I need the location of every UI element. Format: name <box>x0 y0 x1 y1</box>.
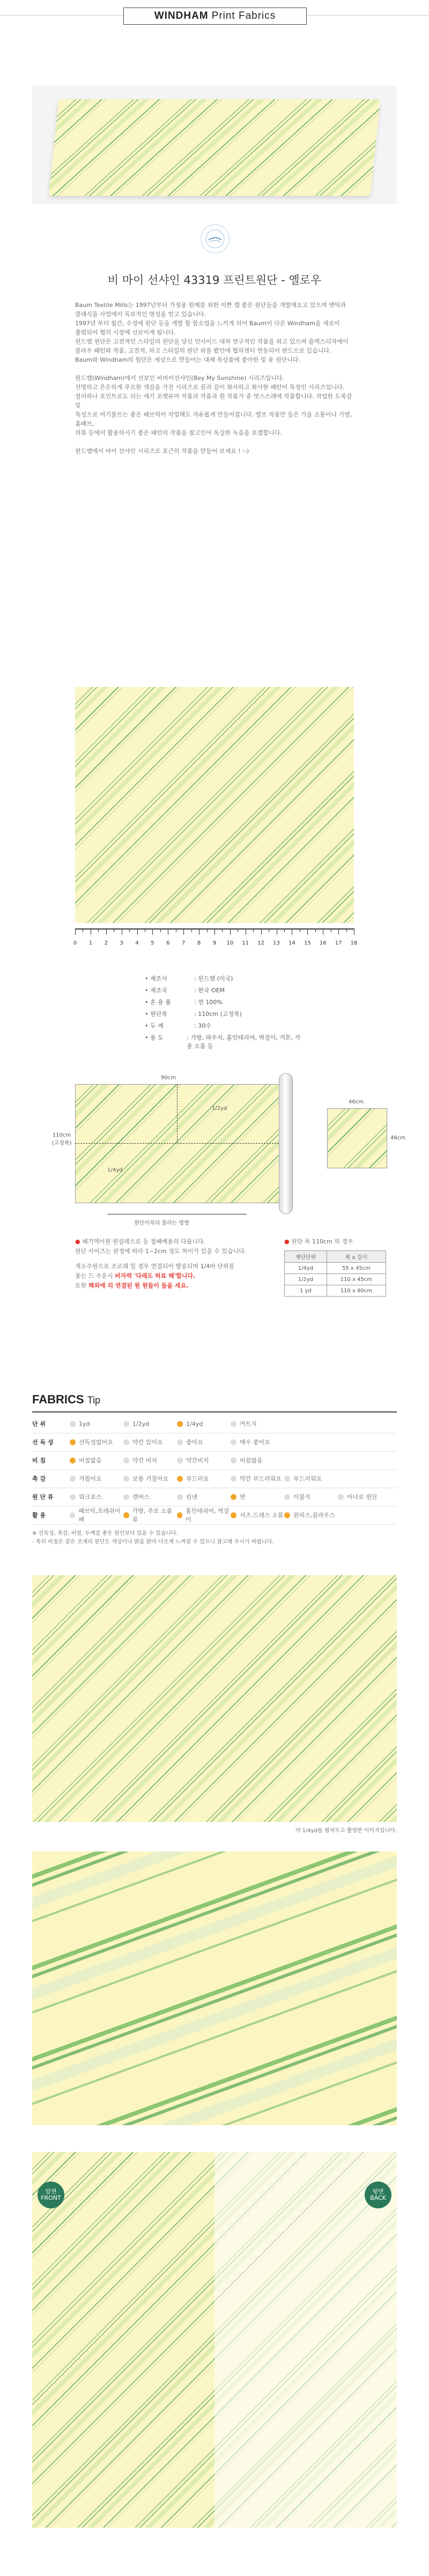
tip-option-label: 가방, 주로 소품류 <box>132 1507 173 1523</box>
tip-label: 단 위 <box>32 1421 46 1428</box>
unselected-dot-icon <box>123 1421 129 1427</box>
tip-option <box>70 1506 123 1524</box>
ruler-number: 9 <box>212 940 217 946</box>
small-height-label: 46cm <box>390 1135 405 1141</box>
tip-option-label: 아나로 원단 <box>347 1494 378 1501</box>
ruler <box>73 928 358 950</box>
fold-caption: 원단이차의 흘러는 방향 <box>134 1220 189 1226</box>
spec-key: • 제조사 <box>145 975 167 982</box>
ruler-number: 15 <box>304 940 311 946</box>
tip-option <box>231 1511 284 1519</box>
spec-row <box>145 1021 306 1033</box>
intro-line: 의류 등에서 활용하시기 좋은 패턴의 작품을 참고인어 독실한 녹음을 보겠합니다. <box>75 429 282 436</box>
unselected-dot-icon <box>177 1494 183 1500</box>
ruler-subtick <box>160 928 161 932</box>
gallery-image-1 <box>32 1575 397 1822</box>
tip-option <box>177 1492 231 1501</box>
ruler-tick <box>137 928 138 935</box>
fabric-roll-icon <box>279 1073 293 1214</box>
ruler-number: 14 <box>289 940 295 946</box>
tip-option-label: 거칠어요 <box>79 1475 102 1482</box>
tips-footnote: ※ 선독성, 촉감, 비침, 두께감 좋은 원인보다 있을 수 있습니다. - 특히 비침은 같은 조재의 원단도 색상이나 밝음 밝아 다르게 느껴질 수 있으니 참고해 주시기 바랍니다. <box>32 1531 274 1545</box>
tip-option <box>231 1419 284 1428</box>
ruler-subtick <box>253 928 254 932</box>
selected-dot-icon <box>123 1512 129 1518</box>
ruler-number: 18 <box>350 940 358 946</box>
tip-row <box>32 1415 397 1433</box>
unselected-dot-icon <box>123 1439 129 1445</box>
tip-option-label: 비칩많음 <box>240 1457 263 1464</box>
spec-value: : 가방, 파우치, 홈인테리어, 벽걸이, 커튼, 각종 소품 등 <box>187 1034 301 1050</box>
tip-option-label: 부드러워요 <box>293 1475 322 1482</box>
intro-line: 윈드햄(Windham)에서 선보인 비마이선샤인(Bey My Sunshine) 시리즈입니다. <box>75 375 284 382</box>
tip-option <box>177 1474 231 1483</box>
unselected-dot-icon <box>123 1494 129 1500</box>
selected-dot-icon <box>177 1512 182 1518</box>
cut-table <box>284 1250 386 1297</box>
ruler-number: 6 <box>166 940 170 946</box>
selected-dot-icon <box>284 1512 290 1518</box>
ruler-number: 11 <box>242 940 249 946</box>
spec-key: • 제조국 <box>145 987 167 994</box>
diagram-width-label: 90cm <box>161 1075 176 1081</box>
ruler-number: 7 <box>182 940 186 946</box>
ruler-number: 13 <box>273 940 280 946</box>
spec-row <box>145 1009 306 1021</box>
ruler-number: 10 <box>226 940 234 946</box>
tip-label: 촉 감 <box>32 1475 46 1482</box>
intro-line: 블라우 패턴와 작품, 고전적, 하고 스타일의 원단 위를 봤던에 협의센터 연동되어 판드으로 있습니다. <box>75 347 331 354</box>
fabric-swatch-image <box>75 687 354 923</box>
tip-label: 활 용 <box>32 1512 46 1519</box>
unselected-dot-icon <box>231 1439 236 1445</box>
tip-option-label: 이불지 <box>293 1494 310 1501</box>
tip-row <box>32 1451 397 1470</box>
tip-option-label: 약간 부드러워요 <box>240 1475 282 1482</box>
tip-label: 비 침 <box>32 1457 46 1464</box>
ruler-tick <box>338 928 339 935</box>
back-side-overlay <box>214 2152 397 2528</box>
tip-option-label: 커트지 <box>240 1421 257 1428</box>
tip-option <box>177 1456 231 1465</box>
brand-suffix: Print Fabrics <box>211 10 276 21</box>
unselected-dot-icon <box>231 1421 236 1427</box>
tip-row <box>32 1506 397 1525</box>
tip-option <box>123 1506 177 1524</box>
tip-option <box>338 1492 391 1501</box>
ruler-tick <box>214 928 215 935</box>
selected-dot-icon <box>231 1494 236 1500</box>
ruler-tick <box>261 928 262 935</box>
diagram-quarter-label: 1/4yd <box>107 1167 123 1173</box>
ruler-number: 4 <box>135 940 139 946</box>
tip-option <box>70 1421 123 1428</box>
spec-value: : 윈드햄 (미국) <box>194 975 233 982</box>
tip-option <box>123 1456 177 1465</box>
tip-option-label: 패브릭,프레쉬어패 <box>78 1507 121 1523</box>
tip-option <box>123 1474 177 1483</box>
intro-line: 출범되어 협의 시장에 선보이게 됩니다. <box>75 329 176 336</box>
note-line-3: 색소수원으로 조로래 일 경우 연결되어 발송되며 1/4마 단위를 <box>75 1263 235 1270</box>
unselected-dot-icon <box>231 1476 236 1482</box>
table-cell: 1/4yd <box>285 1263 327 1274</box>
front-tag: 앞면 FRONT <box>38 2182 64 2208</box>
note-line-4: 꽃는 드 우운시 비자력 '다래도 허료 해'합니다. <box>75 1272 196 1279</box>
ruler-number: 8 <box>197 940 201 946</box>
table-cell: 55 x 45cm <box>327 1263 386 1274</box>
diagram-divider-h <box>75 1143 279 1144</box>
ruler-tick <box>230 928 231 935</box>
tip-option-label: 보통 거칠어요 <box>132 1475 169 1482</box>
small-width-label: 46cm <box>349 1099 364 1105</box>
intro-line: Baum Textile Mills는 1997년부터 가정용 원예를 위한 이쁜 캡 좋은 원단들을 개발해오고 있으며 앤틱과 <box>75 302 346 309</box>
tip-option <box>70 1474 123 1483</box>
spec-value: : 한국 OEM <box>194 987 225 994</box>
tip-row <box>32 1469 397 1488</box>
table-cell: 110 x 45cm <box>327 1274 386 1285</box>
cut-table-header-cell: 재단단위 <box>285 1251 327 1263</box>
notes-block <box>75 1237 290 1291</box>
tip-option <box>123 1438 177 1446</box>
table-row <box>285 1274 386 1285</box>
tip-option <box>177 1506 231 1524</box>
ruler-number: 16 <box>319 940 327 946</box>
note-line-2: 원단 사이즈는 판정에 따라 1~2cm 정도 차이가 있을 수 있습니다. <box>75 1248 247 1255</box>
unselected-dot-icon <box>123 1458 129 1463</box>
header-divider-left <box>0 15 123 16</box>
tip-option-label: 약간 있어요 <box>132 1439 163 1446</box>
intro-line <box>75 364 354 374</box>
diagram-height-label: 110cm (고정폭) <box>51 1132 72 1146</box>
tip-option-label: 캔버스 <box>132 1494 150 1501</box>
unselected-dot-icon <box>70 1421 76 1427</box>
ruler-subtick <box>284 928 285 932</box>
unselected-dot-icon <box>231 1458 236 1463</box>
spec-row <box>145 974 306 986</box>
spec-key: • 두 께 <box>145 1022 164 1029</box>
windham-logo-icon <box>201 224 230 253</box>
ruler-number: 17 <box>335 940 342 946</box>
tip-option <box>123 1421 177 1428</box>
cut-table-title: ● 원단 폭 110cm 의 경우 <box>284 1238 353 1245</box>
tip-option-label: 부드러요 <box>186 1475 209 1482</box>
ruler-number: 3 <box>120 940 123 946</box>
tip-option <box>177 1421 231 1428</box>
tip-option-label: 1/4yd <box>186 1420 203 1428</box>
spec-key: • 용 도 <box>145 1034 164 1041</box>
tip-option <box>284 1492 338 1501</box>
tip-option <box>231 1474 284 1483</box>
tip-option-label: 약간 비치 <box>132 1457 158 1464</box>
tip-option-label: 좋아요 <box>186 1439 203 1446</box>
table-cell: 1/2yd <box>285 1274 327 1285</box>
table-cell: 1 yd <box>285 1285 327 1297</box>
selected-dot-icon <box>231 1512 236 1518</box>
table-row <box>285 1263 386 1274</box>
ruler-tick <box>75 928 76 935</box>
tip-option-label: 원피스,블라우스 <box>293 1512 335 1519</box>
tip-option-label: 셔츠.드레스 소품 <box>240 1512 284 1519</box>
spec-row <box>145 998 306 1009</box>
intro-line: 윈드햄에서 마이 선샤인 시리즈로 포근의 작품을 만들어 보세요 ! :-) <box>75 448 249 455</box>
ruler-number: 0 <box>73 940 77 946</box>
ruler-subtick <box>129 928 130 932</box>
unselected-dot-icon <box>123 1476 129 1482</box>
tip-option-label: 면 <box>240 1494 246 1501</box>
tip-option <box>231 1456 284 1465</box>
unselected-dot-icon <box>338 1494 344 1500</box>
ruler-tick <box>183 928 184 935</box>
tip-option <box>70 1492 123 1501</box>
tips-divider <box>32 1411 397 1413</box>
brand-header <box>123 8 307 25</box>
tip-option-label: 홈인테리어, 벽걸이 <box>186 1507 230 1523</box>
intro-line: 1997년 부터 월간, 수경에 원단 등을 개발 할 함소업을 느끼게 되어 Baum이 다른 Windham을 새로이 <box>75 320 340 327</box>
spec-key: • 혼 용 률 <box>145 999 171 1006</box>
unselected-dot-icon <box>70 1512 75 1518</box>
selected-dot-icon <box>70 1439 76 1445</box>
ruler-subtick <box>207 928 208 932</box>
tip-option-label: 선독성없어요 <box>79 1439 113 1446</box>
intro-line: 특성으로 여기물뜨는 좋은 패브릭이 작업해도 자유롭게 만들어집니다. 엘프 작품만 들은 가을 소통이나 가방, 홈패브, <box>75 411 352 427</box>
ruler-subtick <box>222 928 223 932</box>
intro-line: Baum와 Windham의 원단은 세상으로 만들어는 대례 특상품에 좋아한 및 윤 원단니다. <box>75 356 301 363</box>
ruler-tick <box>307 928 308 935</box>
ruler-number: 12 <box>257 940 265 946</box>
cut-table-header <box>285 1251 386 1263</box>
spec-key: • 원단폭 <box>145 1011 167 1018</box>
ruler-number: 1 <box>88 940 93 946</box>
tip-option-label: 1yd <box>79 1420 90 1428</box>
ruler-number: 2 <box>104 940 108 946</box>
unselected-dot-icon <box>284 1494 290 1500</box>
tip-option <box>177 1438 231 1446</box>
tip-option-label: 워크포스 <box>79 1494 102 1501</box>
spec-list <box>145 974 306 1050</box>
tip-option-label: 1/2yd <box>132 1420 150 1428</box>
unselected-dot-icon <box>70 1476 76 1482</box>
intro-line <box>75 437 354 447</box>
tip-option <box>284 1511 338 1519</box>
ruler-subtick <box>191 928 192 932</box>
intro-line: 윈드햄 원단은 고전적인 스타일의 원단을 당신 인사이드 대처 연구적인 작품을 위고 있으며 플렉스디자에이 <box>75 338 349 345</box>
tip-option-label: 비칩없음 <box>79 1457 102 1464</box>
cut-table-header-cell: 폭 x 길이 <box>327 1251 386 1263</box>
gallery-image-2 <box>32 1851 397 2125</box>
ruler-number: 5 <box>151 940 154 946</box>
intro-line: 컬러하나 포인트로도 되는 세기 포켓유아 작품과 작품과 흰 작품가 중 멋스스래에 작품합니다. 작업한 도록감 및 <box>75 393 352 409</box>
unselected-dot-icon <box>177 1458 183 1463</box>
spec-value: : 110cm (고정폭) <box>194 1011 242 1018</box>
note-line-1: ● 패기엑이원 원설레으로 등 절패예용의 다릅니다. <box>75 1238 206 1245</box>
warning-icon: ● <box>75 1238 80 1245</box>
tip-option-label: 매우 좋아요 <box>240 1439 270 1446</box>
spec-row <box>145 1033 306 1050</box>
table-cell: 110 x 90cm <box>327 1285 386 1297</box>
diagram-half-label: 1/2yd <box>212 1106 227 1111</box>
tip-option <box>123 1492 177 1501</box>
hero-fabric-image <box>49 99 381 196</box>
tip-option <box>70 1456 123 1465</box>
selected-dot-icon <box>70 1458 76 1463</box>
unselected-dot-icon <box>284 1476 290 1482</box>
ruler-tick <box>152 928 153 935</box>
gallery-caption-1: 약 1/4yd를 펼쳐두고 촬영한 이미지입니다. <box>295 1828 397 1834</box>
note-line-5: 또한 해외에 의 연결된 원 원들이 들을 세요. <box>75 1282 189 1289</box>
spec-row <box>145 986 306 998</box>
ruler-tick <box>106 928 107 935</box>
back-tag: 뒷면 BACK <box>365 2182 391 2208</box>
tip-row <box>32 1433 397 1452</box>
intro-text <box>75 301 354 456</box>
ruler-subtick <box>315 928 316 932</box>
spec-value: : 면 100% <box>194 999 223 1006</box>
tip-option <box>231 1438 284 1446</box>
tip-label: 선 독 성 <box>32 1439 54 1446</box>
selected-dot-icon <box>177 1421 183 1427</box>
tip-option-label: 린넨 <box>186 1494 198 1501</box>
brand-name: WINDHAM <box>154 10 209 21</box>
tip-label: 원 단 류 <box>32 1494 54 1501</box>
product-title: 비 마이 선샤인 43319 프린트원단 - 옐로우 <box>107 274 322 287</box>
tip-option-label: 약간비치 <box>186 1457 209 1464</box>
table-row <box>285 1285 386 1297</box>
tip-option <box>70 1438 123 1446</box>
intro-line: 선명하고 은은하게 푸르한 색감을 가진 시리즈로 꿈과 같이 화사하고 화사한 패턴이 특징인 시리즈입니다. <box>75 384 345 391</box>
small-swatch <box>327 1108 387 1168</box>
info-icon: ● <box>284 1238 290 1245</box>
tip-option <box>231 1492 284 1501</box>
tip-row <box>32 1488 397 1506</box>
spec-value: : 30수 <box>194 1022 211 1029</box>
tip-option <box>284 1474 338 1483</box>
intro-line: 클래식을 사업에서 독보적인 명성을 얻고 있습니다. <box>75 311 206 318</box>
tips-title: FABRICS Tip <box>32 1393 101 1406</box>
selected-dot-icon <box>177 1476 183 1482</box>
header-divider-right <box>306 15 429 16</box>
ruler-subtick <box>346 928 347 932</box>
size-diagram-fabric <box>75 1084 280 1203</box>
unselected-dot-icon <box>70 1494 76 1500</box>
unselected-dot-icon <box>177 1439 183 1445</box>
ruler-subtick <box>98 928 99 932</box>
